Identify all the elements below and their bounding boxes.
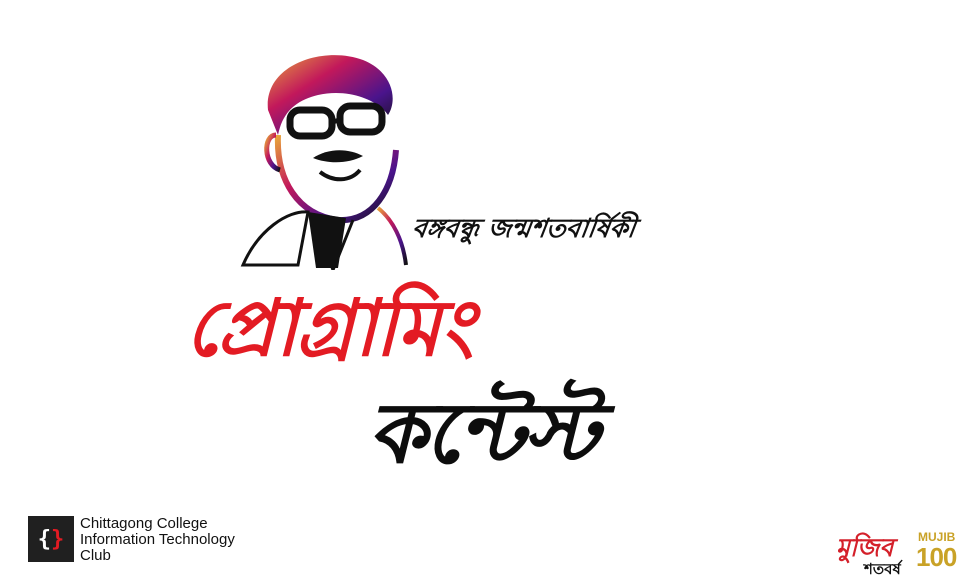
banner-subtitle: বঙ্গবন্ধু জন্মশতবার্ষিকী xyxy=(410,214,638,244)
mujib-logo-bangla-bottom: শতবর্ষ xyxy=(864,560,901,578)
club-name xyxy=(80,516,235,564)
banner-title-line2: কন্টেস্ট xyxy=(368,384,597,482)
club-logo-right-bracket: } xyxy=(51,526,65,552)
club-name-line3: Club xyxy=(80,547,111,564)
mujib-100-logo xyxy=(836,526,957,582)
mujib-logo-bangla-top: মুজিব xyxy=(836,533,894,562)
mujib-logo-english: MUJIB xyxy=(918,530,956,544)
mujib-logo-number: 100 xyxy=(916,542,957,572)
banner-title-line1: প্রোগ্রামিং xyxy=(185,284,472,374)
brackets-logo-icon xyxy=(28,516,74,562)
club-logo-left-bracket: { xyxy=(37,526,51,552)
club-name-line1: Chittagong College xyxy=(80,515,208,532)
club-branding xyxy=(28,516,235,564)
club-name-line2: Information Technology xyxy=(80,531,235,548)
